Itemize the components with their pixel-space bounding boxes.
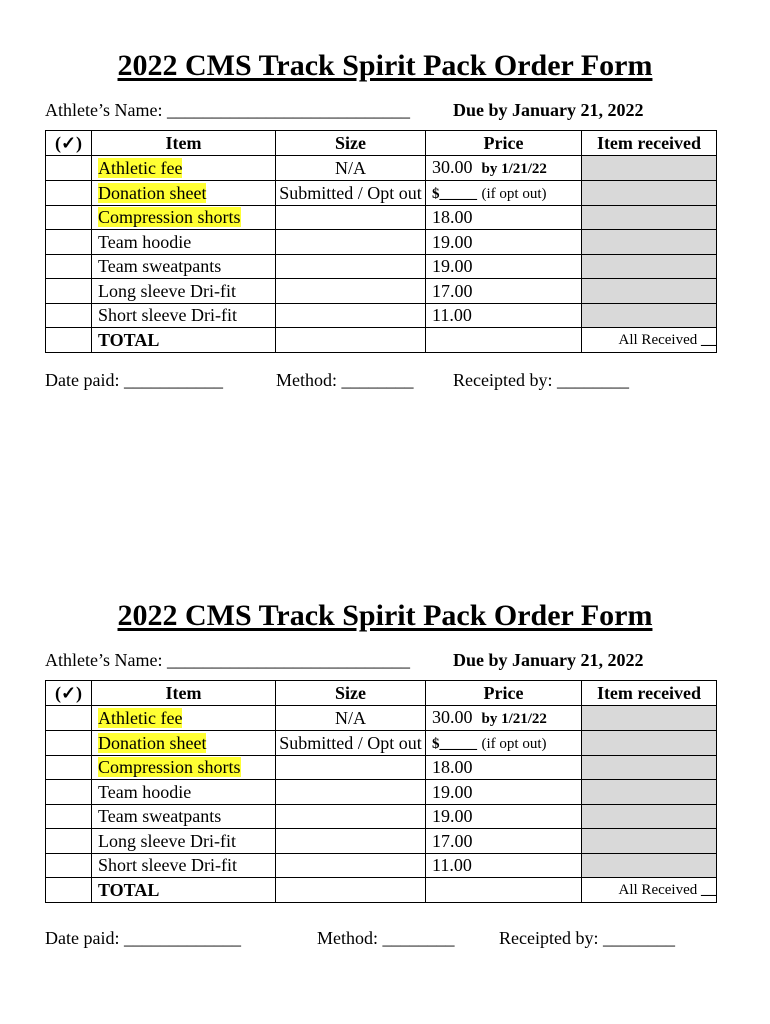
price-note: (if opt out) <box>481 735 547 752</box>
price-cell: 17.00 <box>426 279 582 304</box>
form-title: 2022 CMS Track Spirit Pack Order Form <box>117 49 653 82</box>
athlete-name-label: Athlete’s Name: <box>45 100 167 120</box>
table-row <box>46 254 717 279</box>
check-cell[interactable] <box>46 155 92 180</box>
size-cell[interactable] <box>276 230 426 255</box>
item-name: Team sweatpants <box>92 804 276 829</box>
size-cell[interactable] <box>276 804 426 829</box>
price-cell: 18.00 <box>426 755 582 780</box>
price-cell <box>426 180 582 205</box>
item-received-cell[interactable] <box>582 705 717 730</box>
order-table <box>45 130 717 353</box>
all-received-label: All Received <box>618 881 698 898</box>
header-price: Price <box>426 131 582 156</box>
header-item-received: Item received <box>582 681 717 706</box>
header-size: Size <box>276 131 426 156</box>
header-size: Size <box>276 681 426 706</box>
item-received-cell[interactable] <box>582 780 717 805</box>
item-received-cell[interactable] <box>582 155 717 180</box>
item-received-cell[interactable] <box>582 180 717 205</box>
all-received-label: All Received <box>618 331 698 348</box>
item-cell <box>92 155 276 180</box>
check-cell[interactable] <box>46 730 92 755</box>
all-received-blank[interactable]: __ <box>701 881 716 898</box>
table-row <box>46 730 717 755</box>
item-cell <box>92 705 276 730</box>
item-received-cell[interactable] <box>582 303 717 328</box>
check-cell[interactable] <box>46 755 92 780</box>
item-name: Long sleeve Dri-fit <box>92 279 276 304</box>
item-cell <box>92 180 276 205</box>
table-row <box>46 705 717 730</box>
price-cell <box>426 730 582 755</box>
due-date: Due by January 21, 2022 <box>453 100 644 120</box>
item-name: Team sweatpants <box>92 254 276 279</box>
table-row <box>46 780 717 805</box>
item-received-cell[interactable] <box>582 279 717 304</box>
item-name: Compression shorts <box>98 757 241 778</box>
price-value[interactable]: $_____ <box>432 185 477 202</box>
check-cell <box>46 328 92 353</box>
price-cell: 11.00 <box>426 303 582 328</box>
item-cell <box>92 755 276 780</box>
check-cell[interactable] <box>46 705 92 730</box>
item-name: Donation sheet <box>98 182 207 203</box>
header-item-received: Item received <box>582 131 717 156</box>
receipted-by-field[interactable]: Receipted by: ________ <box>453 370 629 390</box>
size-cell[interactable] <box>276 829 426 854</box>
size-cell: Submitted / Opt out <box>276 180 426 205</box>
check-cell[interactable] <box>46 230 92 255</box>
table-row <box>46 205 717 230</box>
all-received-cell[interactable] <box>582 328 717 353</box>
item-name: Athletic fee <box>98 707 183 728</box>
receipted-by-field[interactable]: Receipted by: ________ <box>499 928 675 948</box>
table-row <box>46 755 717 780</box>
table-row <box>46 180 717 205</box>
item-cell <box>92 730 276 755</box>
price-cell: 11.00 <box>426 853 582 878</box>
total-size-cell <box>276 328 426 353</box>
order-table <box>45 680 717 903</box>
table-row <box>46 829 717 854</box>
total-price-cell[interactable] <box>426 328 582 353</box>
price-cell: 17.00 <box>426 829 582 854</box>
price-cell: 19.00 <box>426 230 582 255</box>
total-price-cell[interactable] <box>426 878 582 903</box>
size-cell: N/A <box>276 705 426 730</box>
price-note: (if opt out) <box>481 185 547 202</box>
table-row <box>46 230 717 255</box>
method-field[interactable]: Method: ________ <box>317 928 455 948</box>
header-check: (✓) <box>46 681 92 706</box>
table-header-row <box>46 131 717 156</box>
item-received-cell[interactable] <box>582 804 717 829</box>
check-cell[interactable] <box>46 303 92 328</box>
item-name: Compression shorts <box>98 207 241 228</box>
check-cell[interactable] <box>46 780 92 805</box>
item-name: Long sleeve Dri-fit <box>92 829 276 854</box>
athlete-name-field[interactable] <box>45 648 410 672</box>
athlete-name-blank[interactable]: ___________________________ <box>166 100 410 120</box>
header-item: Item <box>92 681 276 706</box>
table-row <box>46 804 717 829</box>
size-cell[interactable] <box>276 279 426 304</box>
athlete-name-blank[interactable]: ___________________________ <box>166 650 410 670</box>
item-received-cell[interactable] <box>582 254 717 279</box>
item-name: Short sleeve Dri-fit <box>92 303 276 328</box>
table-header-row <box>46 681 717 706</box>
price-cell: 19.00 <box>426 780 582 805</box>
due-date: Due by January 21, 2022 <box>453 650 644 670</box>
item-received-cell[interactable] <box>582 829 717 854</box>
total-label: TOTAL <box>92 328 276 353</box>
item-name: Athletic fee <box>98 157 183 178</box>
check-cell[interactable] <box>46 205 92 230</box>
size-cell[interactable] <box>276 303 426 328</box>
price-cell <box>426 155 582 180</box>
item-received-cell[interactable] <box>582 755 717 780</box>
price-cell <box>426 705 582 730</box>
item-received-cell[interactable] <box>582 853 717 878</box>
item-received-cell[interactable] <box>582 230 717 255</box>
price-value: 30.00 <box>432 156 473 177</box>
size-cell: N/A <box>276 155 426 180</box>
check-cell <box>46 878 92 903</box>
size-cell[interactable] <box>276 205 426 230</box>
item-name: Short sleeve Dri-fit <box>92 853 276 878</box>
table-row <box>46 853 717 878</box>
price-note: by 1/21/22 <box>481 710 547 727</box>
size-cell[interactable] <box>276 853 426 878</box>
price-value: 30.00 <box>432 706 473 727</box>
total-size-cell <box>276 878 426 903</box>
total-row <box>46 328 717 353</box>
price-note: by 1/21/22 <box>481 160 547 177</box>
size-cell: Submitted / Opt out <box>276 730 426 755</box>
form-title: 2022 CMS Track Spirit Pack Order Form <box>117 599 653 632</box>
header-price: Price <box>426 681 582 706</box>
check-cell[interactable] <box>46 829 92 854</box>
method-field[interactable]: Method: ________ <box>276 370 414 390</box>
check-cell[interactable] <box>46 254 92 279</box>
item-name: Team hoodie <box>92 230 276 255</box>
price-cell: 19.00 <box>426 804 582 829</box>
header-check: (✓) <box>46 131 92 156</box>
size-cell[interactable] <box>276 755 426 780</box>
check-cell[interactable] <box>46 853 92 878</box>
all-received-cell[interactable] <box>582 878 717 903</box>
total-label: TOTAL <box>92 878 276 903</box>
table-row <box>46 279 717 304</box>
item-received-cell[interactable] <box>582 730 717 755</box>
date-paid-field[interactable]: Date paid: ___________ <box>45 370 223 390</box>
item-received-cell[interactable] <box>582 205 717 230</box>
date-paid-field[interactable]: Date paid: _____________ <box>45 928 241 948</box>
item-name: Donation sheet <box>98 732 207 753</box>
table-row <box>46 303 717 328</box>
all-received-blank[interactable]: __ <box>701 331 716 348</box>
item-cell <box>92 205 276 230</box>
price-value[interactable]: $_____ <box>432 735 477 752</box>
header-item: Item <box>92 131 276 156</box>
table-row <box>46 155 717 180</box>
athlete-name-label: Athlete’s Name: <box>45 650 167 670</box>
size-cell[interactable] <box>276 254 426 279</box>
check-cell[interactable] <box>46 804 92 829</box>
size-cell[interactable] <box>276 780 426 805</box>
item-name: Team hoodie <box>92 780 276 805</box>
price-cell: 19.00 <box>426 254 582 279</box>
price-cell: 18.00 <box>426 205 582 230</box>
check-cell[interactable] <box>46 180 92 205</box>
total-row <box>46 878 717 903</box>
check-cell[interactable] <box>46 279 92 304</box>
athlete-name-field[interactable] <box>45 98 410 122</box>
